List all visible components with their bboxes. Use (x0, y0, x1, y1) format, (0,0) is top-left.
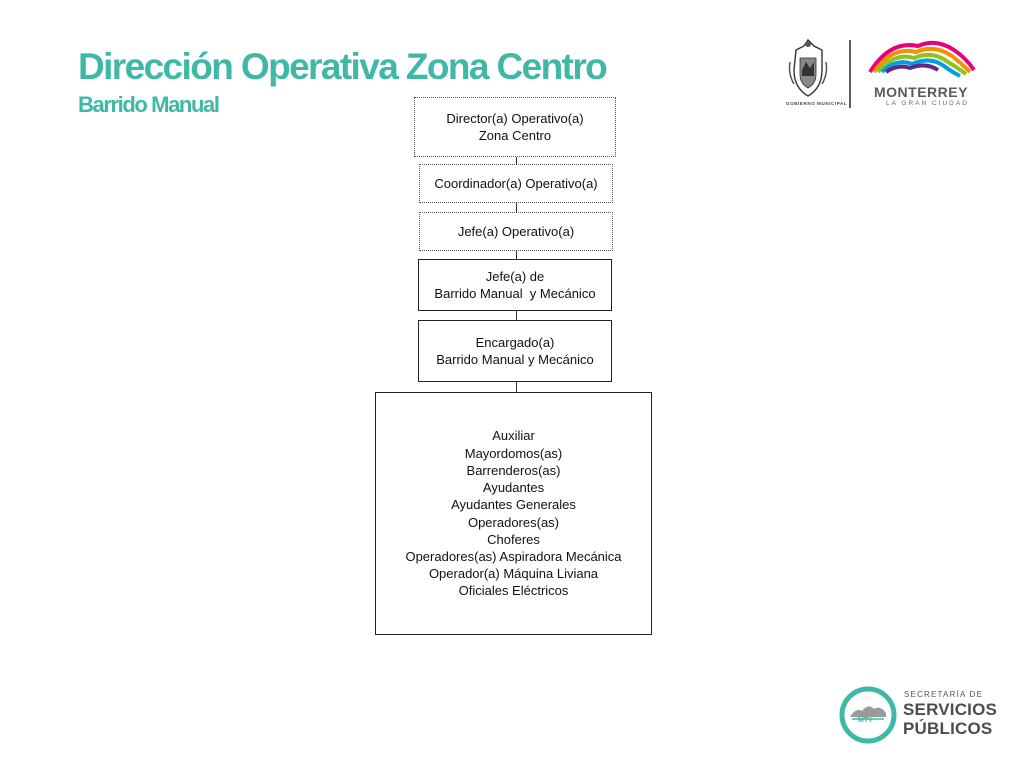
monterrey-wordmark: MONTERREY (874, 84, 968, 100)
monterrey-mountain-icon (870, 43, 974, 76)
secretaria-label: SECRETARÍA DE (904, 690, 984, 699)
edge-coordinador-jefe-operativo (516, 203, 517, 212)
edge-encargado-personal (516, 382, 517, 392)
page-title: Dirección Operativa Zona Centro (78, 46, 607, 87)
servicios-circle-icon (842, 689, 894, 741)
municipal-seal-label: GOBIERNO MUNICIPAL (786, 101, 848, 106)
node-encargado (418, 320, 612, 382)
node-jefe-barrido (418, 259, 612, 311)
node-jefe-operativo (419, 212, 613, 251)
node-line: Director(a) Operativo(a) (446, 111, 584, 126)
edge-jefe-operativo-jefe-barrido (516, 251, 517, 259)
node-director (414, 97, 616, 157)
node-line: Operadores(as) (467, 514, 560, 530)
node-line: Mayordomos(as) (464, 445, 563, 461)
node-line: Oficiales Eléctricos (458, 583, 569, 599)
node-line: Jefe(a) Operativo(a) (457, 224, 575, 239)
node-line: Ayudantes (482, 480, 545, 496)
node-line: Barrenderos(as) (466, 462, 561, 478)
edge-jefe-barrido-encargado (516, 311, 517, 320)
node-line: Jefe(a) de (485, 269, 545, 284)
publicos-label: PÚBLICOS (903, 719, 993, 738)
node-personal (375, 392, 652, 635)
edge-director-coordinador (516, 157, 517, 164)
node-line: Barrido Manual y Mecánico (436, 352, 594, 367)
node-coordinador (419, 164, 613, 203)
node-line: Coordinador(a) Operativo(a) (434, 176, 598, 191)
page-subtitle: Barrido Manual (78, 92, 219, 117)
municipal-seal-icon (790, 40, 827, 96)
node-line: Barrido Manual y Mecánico (434, 286, 596, 301)
node-line: Choferes (487, 531, 540, 547)
node-line: Operador(a) Máquina Liviana (428, 566, 599, 582)
node-line: Encargado(a) (475, 335, 555, 350)
node-line: Operadores(as) Aspiradora Mecánica (405, 548, 622, 564)
mty-badge: MTY (858, 717, 873, 724)
node-line: Zona Centro (478, 128, 552, 143)
servicios-label: SERVICIOS (903, 700, 998, 719)
monterrey-tagline: LA GRAN CIUDAD (886, 100, 969, 107)
node-line: Auxiliar (492, 428, 535, 444)
node-line: Ayudantes Generales (451, 497, 576, 513)
